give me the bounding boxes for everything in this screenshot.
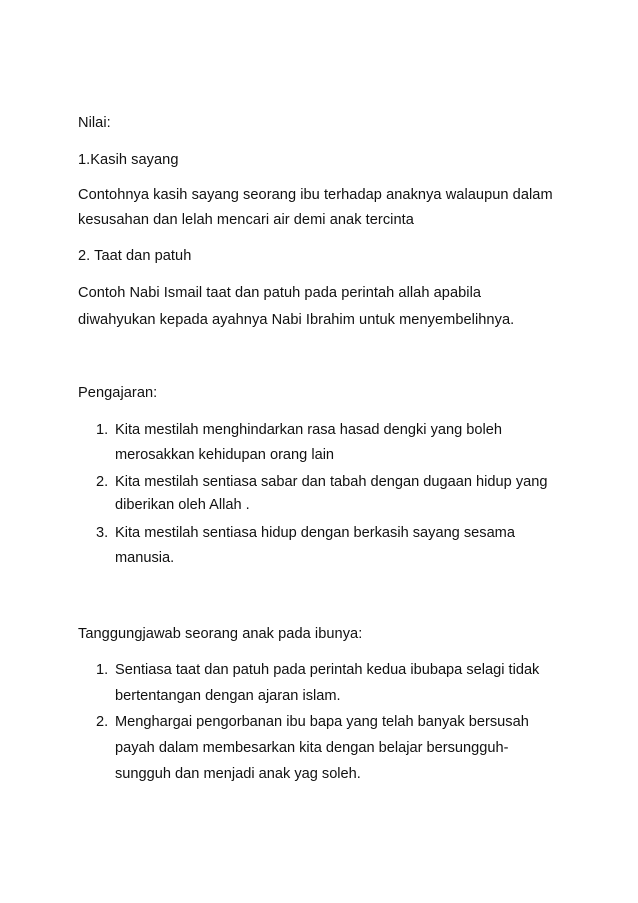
pengajaran-heading: Pengajaran: [78, 385, 158, 401]
nilai-heading: Nilai: [78, 115, 111, 131]
nilai-point1-text-line2: kesusahan dan lelah mencari air demi anak tercinta [78, 212, 414, 228]
nilai-point2-text-line1: Contoh Nabi Ismail taat dan patuh pada perintah allah apabila [78, 285, 482, 301]
pengajaran-item-line: Kita mestilah sentiasa hidup dengan berkasih sayang sesama [115, 525, 515, 541]
tanggungjawab-item-number: 2. [96, 714, 109, 730]
nilai-point1-text-line1: Contohnya kasih sayang seorang ibu terhadap anaknya walaupun dalam [78, 187, 553, 203]
tanggungjawab-item-line: bertentangan dengan ajaran islam. [115, 688, 341, 704]
tanggungjawab-item-line: payah dalam membesarkan kita dengan belajar bersungguh- [115, 740, 509, 756]
pengajaran-item-line: Kita mestilah sentiasa sabar dan tabah dengan dugaan hidup yang [115, 474, 548, 490]
nilai-point1-title: 1.Kasih sayang [78, 152, 179, 168]
pengajaran-item-line: Kita mestilah menghindarkan rasa hasad dengki yang boleh [115, 422, 502, 438]
tanggungjawab-heading: Tanggungjawab seorang anak pada ibunya: [78, 626, 363, 642]
pengajaran-item-line: manusia. [115, 550, 175, 566]
pengajaran-item-number: 3. [96, 525, 109, 541]
nilai-point2-text-line2: diwahyukan kepada ayahnya Nabi Ibrahim untuk menyembelihnya. [78, 312, 515, 328]
tanggungjawab-item-line: sungguh dan menjadi anak yag soleh. [115, 766, 361, 782]
pengajaran-item-line: diberikan oleh Allah . [115, 497, 250, 513]
nilai-point2-title: 2. Taat dan patuh [78, 248, 192, 264]
tanggungjawab-item-line: Sentiasa taat dan patuh pada perintah kedua ibubapa selagi tidak [115, 662, 540, 678]
tanggungjawab-item-number: 1. [96, 662, 109, 678]
pengajaran-item-line: merosakkan kehidupan orang lain [115, 447, 335, 463]
tanggungjawab-item-line: Menghargai pengorbanan ibu bapa yang telah banyak bersusah [115, 714, 529, 730]
pengajaran-item-number: 1. [96, 422, 109, 438]
pengajaran-item-number: 2. [96, 474, 109, 490]
